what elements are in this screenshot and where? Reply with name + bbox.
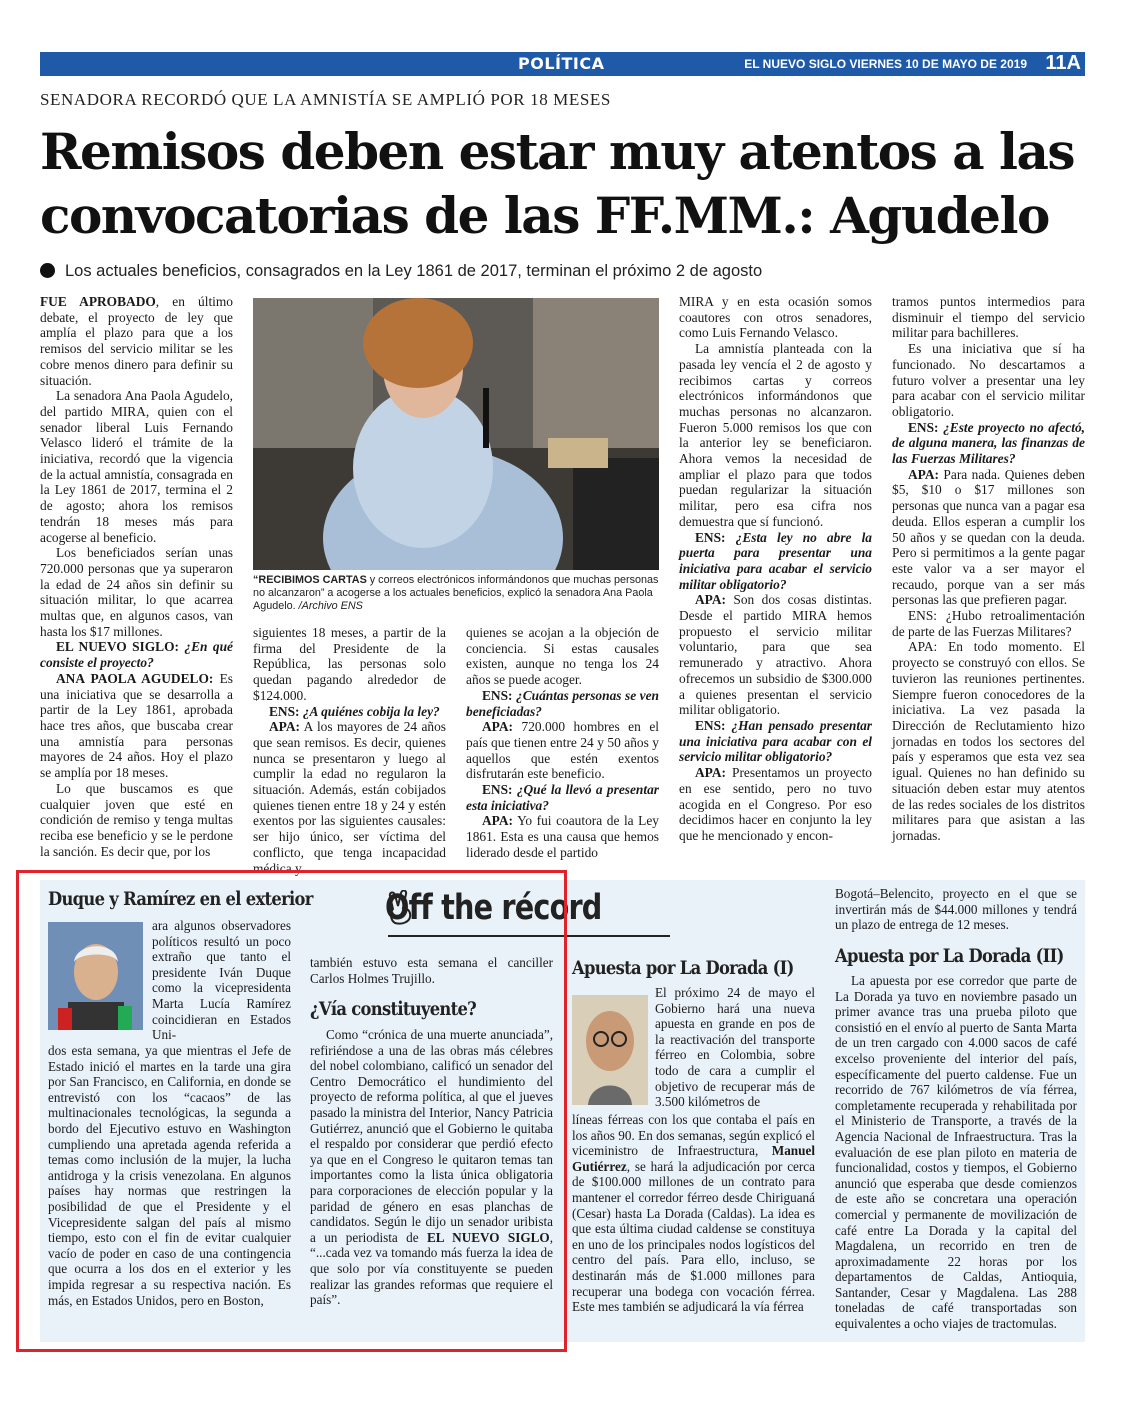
photo-caption bbox=[253, 574, 659, 613]
question bbox=[892, 420, 1085, 467]
question bbox=[466, 688, 659, 719]
section-name: POLÍTICA bbox=[518, 54, 605, 73]
paragraph: tramos puntos intermedios para disminuir el tiempo del servicio militar para bachilleres. bbox=[892, 294, 1085, 341]
text: ¿A quiénes cobija la ley? bbox=[299, 703, 440, 719]
paragraph: La apuesta por ese corredor que parte de La Dorada ya tuvo en noviembre pasado un primer avance tras una prueba piloto que consistió en el envío al puerto de Santa Marta de un tren cargado con 4.000 sacos de café excelso proveniente del interior del país, específicamente del puerto caldense. Fue un recorrido de 767 kilómetros de vía férrea, completamente recuperada y rehabilitada por el Ministerio de Transporte, a través de la Agencia Nacional de Infraestructura. Tras la evaluación de ese plan piloto en materia de funcionalidad, costos y tiempos, el Gobierno anunció que esperaba que desde comienzos de este año se concretara una operación comercial y permanente de movilización de café entre La Dorada y la capital del Magdalena, un recorrido en tren de aproximadamente 22 horas por los departamentos de Caldas, Antioquia, Santander, Cesar y Magdalena. Las 288 toneladas de café transportadas son equivalentes a ocho viajes de tractomulas. bbox=[835, 973, 1077, 1332]
highlight-frame bbox=[16, 870, 567, 1352]
question bbox=[679, 530, 872, 593]
story-body-dorada-2 bbox=[835, 973, 1077, 1332]
off-the-record-title: Off the récord bbox=[385, 888, 602, 928]
text: Yo fui coautora de la Ley 1861. Esta es una causa que hemos liderado desde el partido bbox=[466, 813, 659, 860]
story-body-dorada-1 bbox=[572, 1112, 815, 1315]
speaker: ANA PAOLA AGUDELO: bbox=[56, 670, 214, 686]
question: ENS: ¿Hubo retroalimentación de parte de las Fuerzas Militares? bbox=[892, 608, 1085, 639]
story-body-duque: dos esta semana, ya que mientras el Jefe de Estado inició el martes en la tarde una gira por San Francisco, en California, en donde se entrevistó con los “cacaos” de las multinacionales tecnológicas, la segunda a bordo del Ejecutivo estuvo en Washington cumpliendo una apretada agenda referida a temas como inclusión de la mujer, la lucha antidroga y la crisis venezolana. En algunos países hay normas que restringen la posibilidad de que el Presidente y el Vicepresidente salgan del país al mismo tiempo, esto con el fin de evitar cualquier vacío de poder en caso de una contingencia que ocurra a los dos en el exterior y les impida regresar a su respectiva nación. Es más, en Estados Unidos, pero en Boston, bbox=[48, 1043, 291, 1308]
story-continuation-dorada-1: Bogotá–Belencito, proyecto en el que se invertirán más de $44.000 millones y tendrá un plazo de entrega de 12 meses. bbox=[835, 886, 1077, 933]
speaker: ENS: bbox=[482, 687, 513, 703]
person-name: Manuel Gutiérrez bbox=[572, 1143, 815, 1174]
text: A los mayores de 24 años que sean remisos. Es decir, quienes nunca se presentaron y luego al cumplir la edad no regularon la situación. Además, están cobijados quienes tienen entre 18 y 24 y estén exentos por las siguientes causales: ser hijo único, ser víctima del conflicto, que tenga incapacidad médica y bbox=[253, 719, 446, 876]
caption-text: y correos electrónicos informándonos que muchas personas no alcanzaron” a acogerse a los actuales beneficios, explicó la senadora Ana Paola Agudelo. bbox=[253, 574, 659, 612]
question bbox=[466, 782, 659, 813]
speaker: APA: bbox=[269, 719, 300, 735]
section-header-bar bbox=[40, 52, 1085, 76]
paragraph: quienes se acojan a la objeción de conciencia. Si estas causales existen, aunque no tenga los 24 años se puede acoger. bbox=[466, 625, 659, 688]
speaker: ENS: bbox=[695, 717, 726, 733]
speaker: APA: bbox=[482, 719, 513, 735]
article-column-1 bbox=[40, 294, 233, 859]
text: ¿Cuántas personas se ven beneficiadas? bbox=[466, 687, 659, 719]
paragraph bbox=[40, 294, 233, 388]
kicker: SENADORA RECORDÓ QUE LA AMNISTÍA SE AMPLIÓ POR 18 MESES bbox=[40, 90, 611, 109]
text: 720.000 hombres en el país que tienen entre 24 y 50 años y aquellos que estén exentos disfrutarán este beneficio. bbox=[466, 719, 659, 782]
paragraph: La senadora Ana Paola Agudelo, del partido MIRA, quien con el senador liberal Luis Fernando Velasco lideró el trámite de la iniciativa, recordó que la vigencia de la actual amnistía, consagrada en la Ley 1861 de 2017, termina el 2 de agosto; ahora los remisos tendrán 18 meses más para acogerse al beneficio. bbox=[40, 388, 233, 545]
answer bbox=[253, 719, 446, 876]
headline-line-1: Remisos deben estar muy atentos a las bbox=[40, 122, 1075, 181]
question bbox=[40, 639, 233, 670]
text: líneas férreas con los que contaba el país en los años 90. En dos semanas, según explicó el viceministro de Infraestructura, bbox=[572, 1112, 815, 1159]
answer bbox=[892, 467, 1085, 608]
text: , “...cada vez va tomando más fuerza la idea de que solo por vía constituyente se pueden realizar las grandes reformas que requiere el país”. bbox=[310, 1229, 553, 1308]
page-number: 11A bbox=[1045, 52, 1081, 74]
caption-lead: “RECIBIMOS CARTAS bbox=[253, 574, 367, 586]
text: Para nada. Quienes deben $5, $10 o $17 millones son personas que nunca van a pagar esa deuda. Ellos esperan a cumplir los 50 años y se quedan con la deuda. Pero si permitimos a la gente pagar este valor va a ser mayor el recaudo, porque van a ser más personas las que prefieren pagar. bbox=[892, 466, 1085, 608]
text: ¿Este proyecto no afectó, de alguna manera, las finanzas de las Fuerzas Militares? bbox=[892, 419, 1085, 467]
text: Son dos cosas distintas. Desde el partido MIRA hemos propuesto el servicio militar voluntario, para que sea remunerado y atractivo. Ahora ofrecemos un subsidio de $300.000 a quienes presentan el servicio militar obligatorio. bbox=[679, 592, 872, 718]
question bbox=[679, 718, 872, 765]
question bbox=[253, 704, 446, 720]
article-column-3 bbox=[466, 625, 659, 861]
story-continuation-duque: también estuvo esta semana el canciller Carlos Holmes Trujillo. bbox=[310, 955, 553, 986]
article-column-5 bbox=[892, 294, 1085, 844]
paragraph bbox=[572, 1112, 815, 1315]
senator-photo bbox=[253, 298, 659, 570]
speaker: APA: bbox=[695, 592, 726, 608]
answer: APA: En todo momento. El proyecto se construyó con ellos. Se tuvieron las reuniones pertinentes. Siempre fueron conocedores de la iniciativa. La vez pasada la Dirección de Reclutamiento hizo jornadas en todos los sectores del país y esperamos que esta vez sea igual. Quienes no han definido su situación deben estar muy atentos de las redes sociales de los distritos militares para que asistan a las jornadas. bbox=[892, 639, 1085, 843]
article-column-2 bbox=[253, 625, 446, 876]
speaker: ENS: bbox=[908, 419, 939, 435]
paragraph: Lo que buscamos es que cualquier joven que esté en condición de remiso y tenga multas reciba ese beneficio y se le perdone la sanción. Es decir que, por los bbox=[40, 780, 233, 859]
photo-credit: /Archivo ENS bbox=[295, 600, 363, 612]
speaker: APA: bbox=[695, 765, 726, 781]
speaker: APA: bbox=[908, 466, 939, 482]
newspaper-name: EL NUEVO SIGLO bbox=[426, 1229, 550, 1245]
paragraph: La amnistía planteada con la pasada ley vencía el 2 de agosto y recibimos cartas y correos electrónicos informándonos que muchas personas no alcanzaron. Fueron 5.000 remisos los que con la anterior ley se beneficiaron. Ahora vemos la necesidad de ampliar el plazo para que todos puedan regularizar la situación militar, pero esa cifra nos demuestra que sí funcionó. bbox=[679, 341, 872, 529]
text: , en último debate, el proyecto de ley que amplía el plazo para que a los remisos del servicio militar se les cobre menos dinero para definir su situación. bbox=[40, 294, 233, 388]
paragraph: Los beneficiados serían unas 720.000 personas que ya superaron la edad de 24 años sin definir su situación militar, lo que acarrea multas que, en algunos casos, van hasta los $17 millones. bbox=[40, 545, 233, 639]
text: ¿Qué la llevó a presentar esta iniciativa? bbox=[466, 782, 659, 813]
story-heading-dorada-2: Apuesta por La Dorada (II) bbox=[835, 945, 1064, 967]
answer bbox=[40, 671, 233, 781]
answer bbox=[679, 592, 872, 718]
answer bbox=[679, 765, 872, 844]
story-heading-constituyente: ¿Vía constituyente? bbox=[310, 998, 477, 1020]
text: ¿Esta ley no abre la puerta para presentar una iniciativa para acabar el servicio militar obligatorio? bbox=[679, 529, 872, 592]
speaker: ENS: bbox=[482, 782, 513, 798]
story-heading-duque: Duque y Ramírez en el exterior bbox=[48, 888, 313, 910]
story-heading-dorada-1: Apuesta por La Dorada (I) bbox=[572, 957, 794, 979]
text: ¿En qué consiste el proyecto? bbox=[40, 639, 233, 671]
text: ¿Han pensado presentar una iniciativa para acabar con el servicio militar obligatorio? bbox=[679, 717, 872, 765]
speaker: ENS: bbox=[695, 529, 726, 545]
answer bbox=[466, 813, 659, 860]
gutierrez-portrait bbox=[572, 995, 648, 1105]
answer bbox=[466, 719, 659, 782]
subheadline bbox=[40, 262, 762, 281]
issue-info: EL NUEVO SIGLO VIERNES 10 DE MAYO DE 2019 bbox=[744, 57, 1027, 71]
headline-line-2: convocatorias de las FF.MM.: Agudelo bbox=[40, 186, 1049, 245]
paragraph: siguientes 18 meses, a partir de la firma del Presidente de la República, las personas solo quedan pagando alrededor de $124.000. bbox=[253, 625, 446, 703]
paragraph: MIRA y en esta ocasión somos coautores con otros senadores, como Luis Fernando Velasco. bbox=[679, 294, 872, 341]
article-column-4 bbox=[679, 294, 872, 844]
paragraph: Es una iniciativa que sí ha funcionado. No descartamos a futuro volver a presentar una ley para acabar con el servicio militar obligatorio. bbox=[892, 341, 1085, 419]
story-intro-dorada-1: El próximo 24 de mayo el Gobierno hará una nueva apuesta en grande en pos de la reactivación del transporte férreo en Colombia, sobre todo de cara a cumplir el objetivo de recuperar más de 3.500 kilómetros de bbox=[655, 985, 815, 1110]
subheadline-text: Los actuales beneficios, consagrados en la Ley 1861 de 2017, terminan el próximo 2 de agosto bbox=[65, 262, 763, 280]
lead-in: FUE APROBADO bbox=[40, 294, 156, 309]
text: Es una iniciativa que se desarrolla a partir de la Ley 1861, aprobada hace tres años, que buscaba crear una amnistía para personas mayores de 24 años. Hoy el plazo se amplía por 18 meses. bbox=[40, 670, 233, 781]
text: Como “crónica de una muerte anunciada”, refiriéndose a una de las obras más célebres del nobel colombiano, calificó un senador del Centro Democrático el hundimiento del proyecto de reforma política, al que el jueves pasado la ministra del Interior, Nancy Patricia Gutiérrez, anunció que el Gobierno le quitaba el respaldo por considerar que perdió efecto ya que en el Congreso le quitaron temas tan importantes como la lista única obligatoria para corporaciones de elección popular y la paridad de género en esas planchas de candidatos. Según le dijo un senador uribista a un periodista de bbox=[310, 1027, 553, 1245]
text: , se hará la adjudicación por cerca de $100.000 millones de un contrato para mantener el corredor férreo desde Chiriguaná (Cesar) hasta La Dorada (Caldas). La idea es que esta última ciudad caldense se constituya en uno de los principales nodos logísticos del centro del país. Para ello, incluso, se destinarán más de $1.000 millones para recuperar una bodega con vocación férrea. Este mes también se adjudicará la vía férrea bbox=[572, 1158, 815, 1315]
speaker: APA: bbox=[482, 813, 513, 829]
speaker: EL NUEVO SIGLO: bbox=[56, 639, 179, 655]
speaker: ENS: bbox=[269, 703, 300, 719]
bullet-icon bbox=[40, 263, 55, 278]
text: Presentamos un proyecto en ese sentido, pero no tuvo acogida en el Congreso. Por eso decidimos hacer en conjunto la ley que he mencionado y encon- bbox=[679, 765, 872, 843]
story-intro-duque: ara algunos observadores políticos resultó un poco extraño que tanto el presidente Iván Duque como la vicepresidenta Marta Lucía Ramírez coincidieran en Estados Uni- bbox=[152, 918, 291, 1043]
headline bbox=[40, 120, 1090, 248]
